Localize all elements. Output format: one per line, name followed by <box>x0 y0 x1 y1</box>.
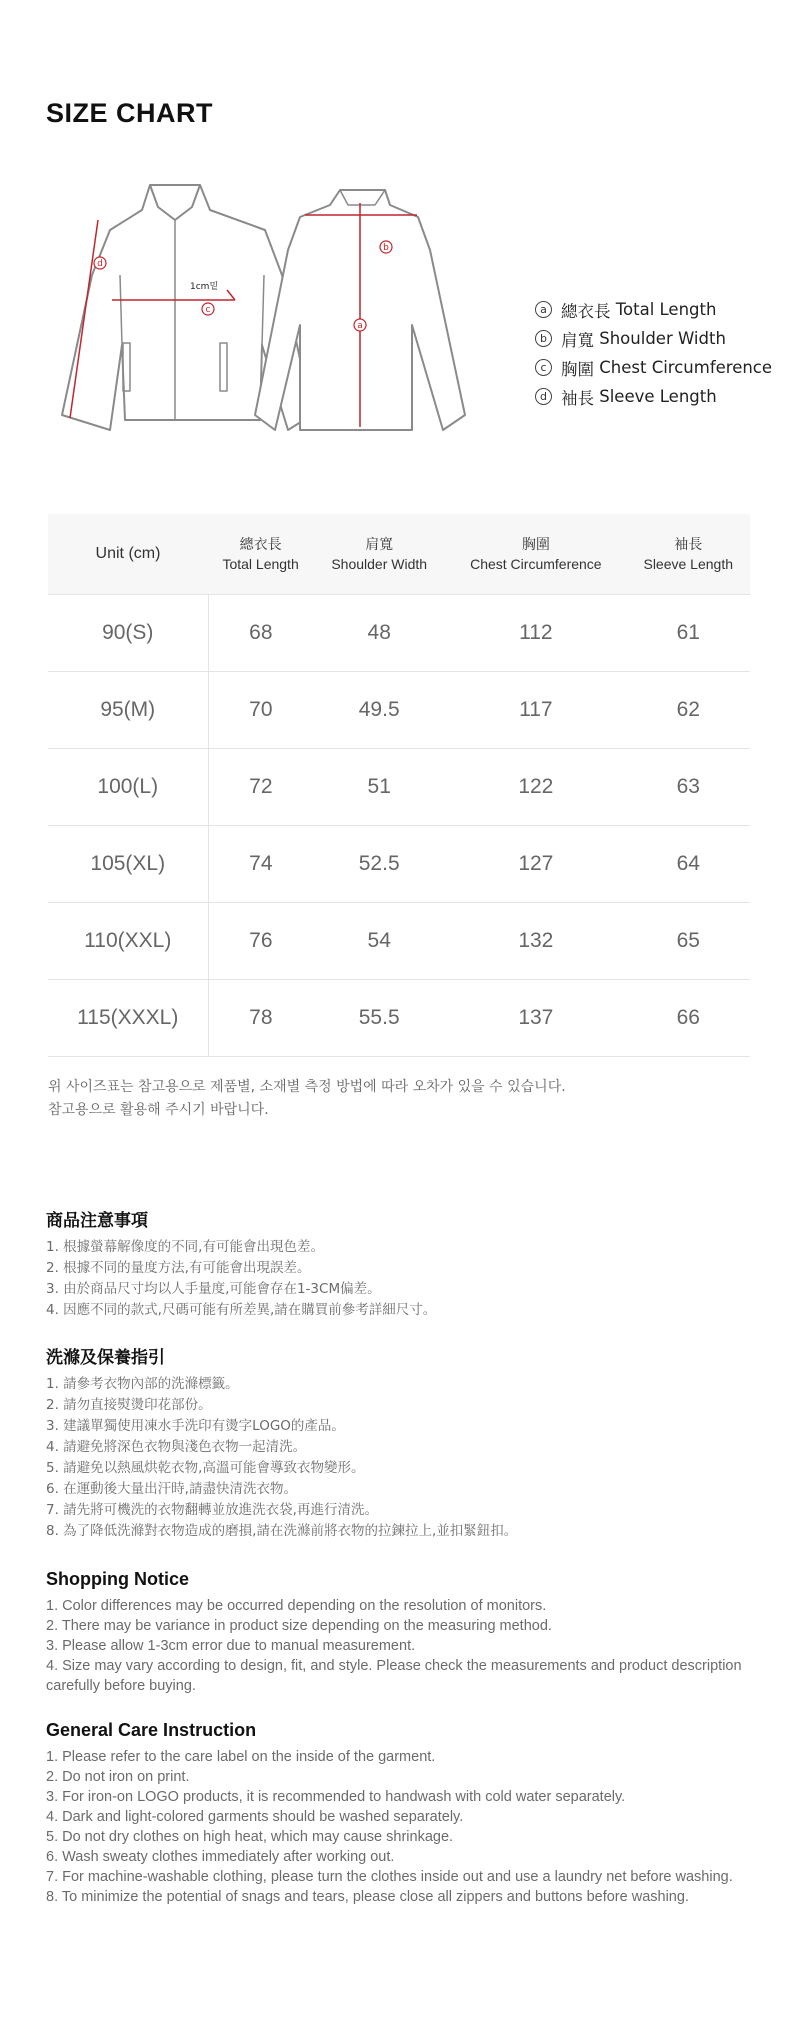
list-item: 3. 建議單獨使用凍水手洗印有燙字LOGO的產品。 <box>46 1418 345 1434</box>
value-cell: 64 <box>627 826 750 903</box>
legend-en: Shoulder Width <box>599 329 726 348</box>
legend-item <box>535 353 795 382</box>
section-heading: General Care Instruction <box>46 1720 257 1740</box>
section-heading: 商品注意事項 <box>46 1211 148 1231</box>
legend-en: Total Length <box>615 300 717 319</box>
section-heading: 洗滌及保養指引 <box>46 1348 165 1368</box>
table-row <box>48 903 750 980</box>
diagram-callout: 1cm밑 <box>190 282 219 292</box>
jacket-diagram <box>50 175 490 445</box>
marker-a: a <box>357 321 363 331</box>
list-item: 7. 請先將可機洗的衣物翻轉並放進洗衣袋,再進行清洗。 <box>46 1502 378 1518</box>
value-cell: 66 <box>627 980 750 1057</box>
marker-b: b <box>383 243 389 253</box>
section-heading: Shopping Notice <box>46 1569 189 1589</box>
value-cell: 132 <box>445 903 626 980</box>
value-cell: 52.5 <box>313 826 445 903</box>
legend-marker: d <box>535 388 552 405</box>
legend-zh: 肩寬 <box>561 330 594 350</box>
list-item: 3. 由於商品尺寸均以人手量度,可能會存在1-3CM偏差。 <box>46 1281 381 1297</box>
value-cell: 74 <box>208 826 313 903</box>
list-item: 8. To minimize the potential of snags and tears, please close all zippers and buttons before washing. <box>46 1889 689 1905</box>
size-cell: 100(L) <box>48 749 208 826</box>
size-table <box>48 514 750 1057</box>
marker-d: d <box>97 259 103 269</box>
list-item: 5. Do not dry clothes on high heat, which may cause shrinkage. <box>46 1829 454 1845</box>
size-cell: 90(S) <box>48 595 208 672</box>
care-guide-zh <box>46 1343 517 1542</box>
value-cell: 51 <box>313 749 445 826</box>
legend-marker: c <box>535 359 552 376</box>
table-header-row <box>48 514 750 595</box>
page-title: SIZE CHART <box>46 98 213 128</box>
column-header: 肩寬 Shoulder Width <box>313 514 445 595</box>
value-cell: 62 <box>627 672 750 749</box>
marker-c: c <box>205 305 211 315</box>
legend-item <box>535 295 795 324</box>
value-cell: 65 <box>627 903 750 980</box>
list-item: 5. 請避免以熱風烘乾衣物,高溫可能會導致衣物變形。 <box>46 1460 365 1476</box>
list-item: 3. For iron-on LOGO products, it is recommended to handwash with cold water separately. <box>46 1789 626 1805</box>
shopping-notice-en <box>46 1569 746 1696</box>
legend-zh: 袖長 <box>561 388 594 408</box>
value-cell: 122 <box>445 749 626 826</box>
value-cell: 49.5 <box>313 672 445 749</box>
value-cell: 78 <box>208 980 313 1057</box>
list-item: 1. 請參考衣物內部的洗滌標籤。 <box>46 1376 239 1392</box>
list-item: 2. 根據不同的量度方法,有可能會出現誤差。 <box>46 1260 311 1276</box>
list-item: 4. Size may vary according to design, fit, and style. Please check the measurements and product description carefully before buying. <box>46 1658 742 1694</box>
value-cell: 112 <box>445 595 626 672</box>
legend-zh: 胸圍 <box>561 359 594 379</box>
note-line: 참고용으로 활용해 주시기 바랍니다. <box>48 1102 269 1118</box>
list-item: 2. There may be variance in product size depending on the measuring method. <box>46 1618 552 1634</box>
care-instruction-en <box>46 1720 746 1907</box>
list-item: 1. 根據螢幕解像度的不同,有可能會出現色差。 <box>46 1239 324 1255</box>
product-notice-zh <box>46 1206 436 1321</box>
legend-en: Sleeve Length <box>599 387 717 406</box>
list-item: 1. Please refer to the care label on the inside of the garment. <box>46 1749 436 1765</box>
column-header: 胸圍 Chest Circumference <box>445 514 626 595</box>
value-cell: 55.5 <box>313 980 445 1057</box>
table-row <box>48 595 750 672</box>
size-cell: 95(M) <box>48 672 208 749</box>
value-cell: 76 <box>208 903 313 980</box>
table-row <box>48 826 750 903</box>
legend-item <box>535 382 795 411</box>
list-item: 6. 在運動後大量出汗時,請盡快清洗衣物。 <box>46 1481 297 1497</box>
column-header: 總衣長 Total Length <box>208 514 313 595</box>
list-item: 3. Please allow 1-3cm error due to manual measurement. <box>46 1638 416 1654</box>
value-cell: 127 <box>445 826 626 903</box>
value-cell: 117 <box>445 672 626 749</box>
table-row <box>48 749 750 826</box>
size-cell: 115(XXXL) <box>48 980 208 1057</box>
value-cell: 61 <box>627 595 750 672</box>
column-header: 袖長 Sleeve Length <box>627 514 750 595</box>
size-disclaimer <box>48 1076 566 1122</box>
legend-marker: a <box>535 301 552 318</box>
value-cell: 63 <box>627 749 750 826</box>
list-item: 4. 請避免將深色衣物與淺色衣物一起清洗。 <box>46 1439 307 1455</box>
legend-zh: 總衣長 <box>561 301 611 321</box>
measurement-legend <box>535 295 795 411</box>
unit-header: Unit (cm) <box>48 514 208 595</box>
note-line: 위 사이즈표는 참고용으로 제품별, 소재별 측정 방법에 따라 오차가 있을 수 있습니다. <box>48 1079 566 1095</box>
value-cell: 72 <box>208 749 313 826</box>
list-item: 4. 因應不同的款式,尺碼可能有所差異,請在購買前參考詳細尺寸。 <box>46 1302 437 1318</box>
size-cell: 105(XL) <box>48 826 208 903</box>
value-cell: 137 <box>445 980 626 1057</box>
value-cell: 70 <box>208 672 313 749</box>
list-item: 2. Do not iron on print. <box>46 1769 190 1785</box>
table-row <box>48 672 750 749</box>
value-cell: 48 <box>313 595 445 672</box>
list-item: 6. Wash sweaty clothes immediately after working out. <box>46 1849 395 1865</box>
legend-en: Chest Circumference <box>599 358 773 377</box>
list-item: 2. 請勿直接熨燙印花部份。 <box>46 1397 212 1413</box>
list-item: 4. Dark and light-colored garments should be washed separately. <box>46 1809 464 1825</box>
value-cell: 54 <box>313 903 445 980</box>
value-cell: 68 <box>208 595 313 672</box>
list-item: 1. Color differences may be occurred depending on the resolution of monitors. <box>46 1598 547 1614</box>
legend-marker: b <box>535 330 552 347</box>
legend-item <box>535 324 795 353</box>
list-item: 8. 為了降低洗滌對衣物造成的磨損,請在洗滌前將衣物的拉鍊拉上,並扣緊鈕扣。 <box>46 1523 518 1539</box>
list-item: 7. For machine-washable clothing, please turn the clothes inside out and use a laundry net before washing. <box>46 1869 733 1885</box>
size-cell: 110(XXL) <box>48 903 208 980</box>
table-row <box>48 980 750 1057</box>
